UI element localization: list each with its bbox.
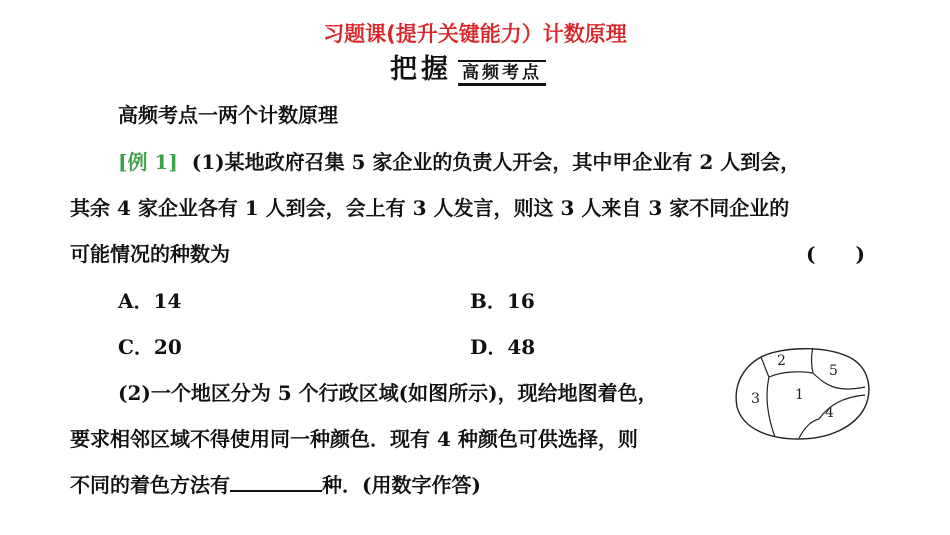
region-label-4: 4 xyxy=(825,405,834,421)
section-heading: 高频考点一两个计数原理 xyxy=(118,103,338,127)
option-b-letter: B． xyxy=(470,289,507,313)
badge-sub-text: 高频考点 xyxy=(458,60,546,86)
option-d-letter: D． xyxy=(470,335,508,359)
option-d-value: 48 xyxy=(507,335,536,359)
badge-main-text: 把握 xyxy=(390,54,452,85)
map-border-5 xyxy=(813,373,865,389)
section-badge xyxy=(390,52,546,86)
question-2-line-1: (2)一个地区分为 5 个行政区域(如图所示)，现给地图着色， xyxy=(118,381,658,405)
question-2-text-before-blank: 不同的着色方法有 xyxy=(70,473,230,497)
map-border-2-bottom xyxy=(769,372,813,377)
question-1-line-3: 可能情况的种数为 xyxy=(70,242,230,266)
map-border-2-left xyxy=(761,357,769,377)
map-border-1-4 xyxy=(799,419,819,438)
option-c-letter: C． xyxy=(118,335,154,359)
answer-blank[interactable] xyxy=(230,472,322,492)
region-map-figure xyxy=(733,343,873,443)
map-border-2-right xyxy=(812,348,814,373)
option-d[interactable] xyxy=(470,331,535,360)
option-c-value: 20 xyxy=(153,335,182,359)
answer-parentheses: ( ) xyxy=(806,242,865,266)
option-b[interactable] xyxy=(470,285,535,314)
question-2-text-after-blank: 种．(用数字作答) xyxy=(322,473,481,497)
region-label-5: 5 xyxy=(829,363,838,379)
option-a[interactable] xyxy=(118,285,181,314)
region-label-1: 1 xyxy=(795,387,804,403)
region-label-3: 3 xyxy=(751,391,760,407)
option-a-value: 14 xyxy=(153,289,182,313)
map-border-3 xyxy=(767,377,775,437)
question-2-line-3 xyxy=(70,469,481,498)
question-1-line-1 xyxy=(118,146,800,175)
page-title: 习题课(提升关键能力）计数原理 xyxy=(323,22,627,46)
option-b-value: 16 xyxy=(506,289,535,313)
option-a-letter: A． xyxy=(118,289,154,313)
region-label-2: 2 xyxy=(777,353,786,369)
example-label: [例 1] xyxy=(118,150,178,174)
question-1-line-2: 其余 4 家企业各有 1 人到会，会上有 3 人发言，则这 3 人来自 3 家不同企业的 xyxy=(70,196,790,220)
question-1-text-1: (1)某地政府召集 5 家企业的负责人开会，其中甲企业有 2 人到会， xyxy=(191,150,801,174)
question-2-line-2: 要求相邻区域不得使用同一种颜色．现有 4 种颜色可供选择，则 xyxy=(70,427,638,451)
option-c[interactable] xyxy=(118,331,182,360)
